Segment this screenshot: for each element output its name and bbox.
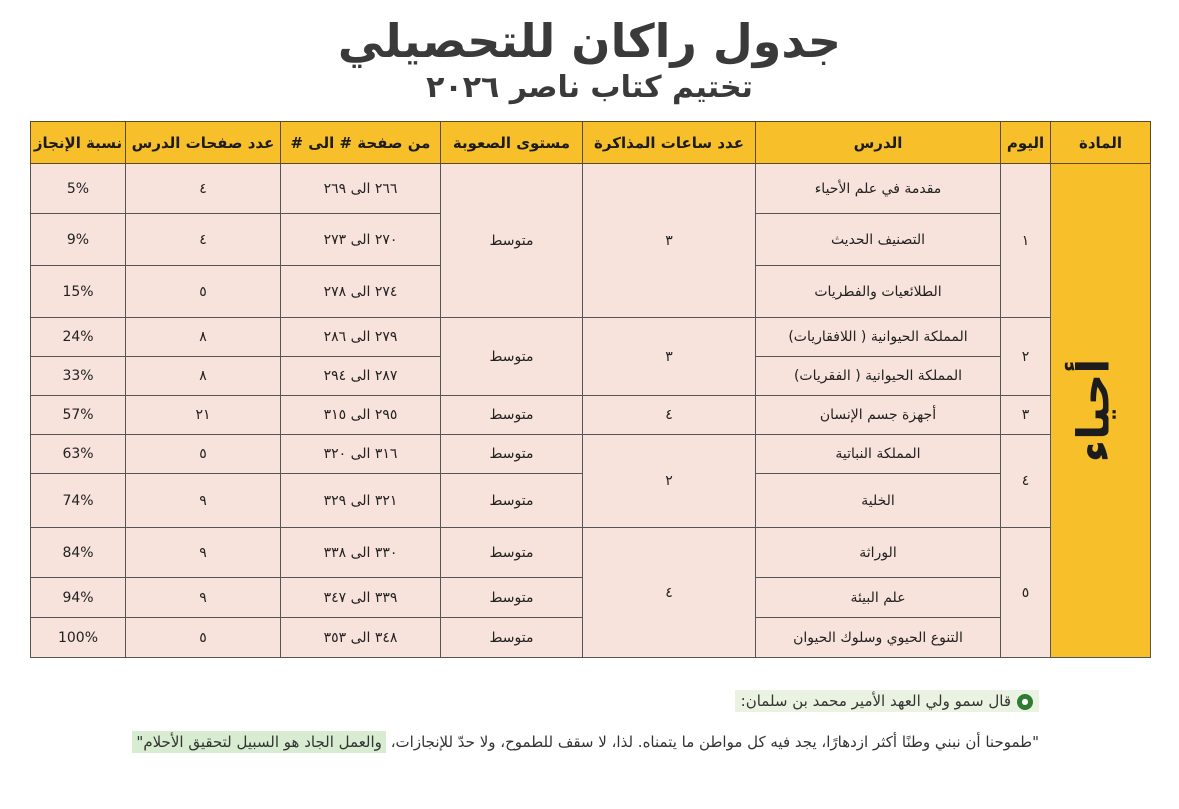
lesson-cell: علم البيئة	[756, 578, 1001, 618]
pages-cell: ٣١٦ الى ٣٢٠	[281, 435, 441, 474]
count-cell: ٥	[126, 435, 281, 474]
progress-cell: 9%	[31, 214, 126, 266]
progress-cell: 74%	[31, 474, 126, 528]
progress-cell: 63%	[31, 435, 126, 474]
hours-cell: ٤	[583, 528, 756, 658]
col-count: عدد صفحات الدرس	[126, 122, 281, 164]
day-cell: ٥	[1001, 528, 1051, 658]
count-cell: ٩	[126, 528, 281, 578]
hours-cell: ٣	[583, 318, 756, 396]
count-cell: ٨	[126, 318, 281, 357]
difficulty-cell: متوسط	[441, 435, 583, 474]
difficulty-cell: متوسط	[441, 318, 583, 396]
progress-cell: 57%	[31, 396, 126, 435]
col-subject: المادة	[1051, 122, 1151, 164]
pages-cell: ٢٨٧ الى ٢٩٤	[281, 357, 441, 396]
col-difficulty: مستوى الصعوبة	[441, 122, 583, 164]
table-row	[31, 164, 1151, 214]
lesson-cell: الطلائعيات والفطريات	[756, 266, 1001, 318]
difficulty-cell: متوسط	[441, 474, 583, 528]
lesson-cell: التصنيف الحديث	[756, 214, 1001, 266]
lesson-cell: المملكة الحيوانية ( الفقريات)	[756, 357, 1001, 396]
count-cell: ٥	[126, 618, 281, 658]
col-hours: عدد ساعات المذاكرة	[583, 122, 756, 164]
day-cell: ٤	[1001, 435, 1051, 528]
day-cell: ٢	[1001, 318, 1051, 396]
pages-cell: ٣٣٠ الى ٣٣٨	[281, 528, 441, 578]
progress-cell: 33%	[31, 357, 126, 396]
subject-cell	[1051, 164, 1151, 658]
hours-cell: ٢	[583, 435, 756, 528]
table-row	[31, 435, 1151, 474]
pages-cell: ٢٩٥ الى ٣١٥	[281, 396, 441, 435]
progress-cell: 100%	[31, 618, 126, 658]
count-cell: ٩	[126, 578, 281, 618]
study-table	[30, 121, 1151, 658]
lesson-cell: الخلية	[756, 474, 1001, 528]
lesson-cell: المملكة النباتية	[756, 435, 1001, 474]
count-cell: ٤	[126, 164, 281, 214]
pages-cell: ٣٣٩ الى ٣٤٧	[281, 578, 441, 618]
count-cell: ٤	[126, 214, 281, 266]
lesson-cell: أجهزة جسم الإنسان	[756, 396, 1001, 435]
quote-text	[132, 733, 1039, 751]
progress-cell: 94%	[31, 578, 126, 618]
lesson-cell: الوراثة	[756, 528, 1001, 578]
pages-cell: ٣٤٨ الى ٣٥٣	[281, 618, 441, 658]
lesson-cell: المملكة الحيوانية ( اللافقاريات)	[756, 318, 1001, 357]
count-cell: ٩	[126, 474, 281, 528]
lesson-cell: مقدمة في علم الأحياء	[756, 164, 1001, 214]
subject-name: أحياء	[1068, 358, 1120, 463]
col-progress: نسبة الإنجاز	[31, 122, 126, 164]
page-title: جدول راكان للتحصيلي	[337, 14, 842, 68]
hours-cell: ٣	[583, 164, 756, 318]
pages-cell: ٢٧٤ الى ٢٧٨	[281, 266, 441, 318]
pages-cell: ٢٧٩ الى ٢٨٦	[281, 318, 441, 357]
attribution-text: قال سمو ولي العهد الأمير محمد بن سلمان:	[740, 692, 1011, 710]
lesson-cell: التنوع الحيوي وسلوك الحيوان	[756, 618, 1001, 658]
quote-start: "طموحنا أن نبني وطنًا أكثر ازدهارًا، يجد فيه كل مواطن ما يتمناه. لذا، لا سقف للطموح، ولا حدّ للإنجازات،	[385, 733, 1039, 751]
table-row	[31, 396, 1151, 435]
table-row	[31, 528, 1151, 578]
difficulty-cell: متوسط	[441, 164, 583, 318]
quote-attribution	[735, 690, 1039, 712]
difficulty-cell: متوسط	[441, 528, 583, 578]
progress-cell: 15%	[31, 266, 126, 318]
col-pages: من صفحة # الى #	[281, 122, 441, 164]
vision-logo-icon: ●	[1017, 694, 1033, 710]
count-cell: ٥	[126, 266, 281, 318]
progress-cell: 24%	[31, 318, 126, 357]
difficulty-cell: متوسط	[441, 618, 583, 658]
day-cell: ٣	[1001, 396, 1051, 435]
col-lesson: الدرس	[756, 122, 1001, 164]
pages-cell: ٢٦٦ الى ٢٦٩	[281, 164, 441, 214]
progress-cell: 5%	[31, 164, 126, 214]
table-row	[31, 318, 1151, 357]
difficulty-cell: متوسط	[441, 396, 583, 435]
page-subtitle: تختيم كتاب ناصر ٢٠٢٦	[426, 70, 753, 105]
day-cell: ١	[1001, 164, 1051, 318]
difficulty-cell: متوسط	[441, 578, 583, 618]
col-day: اليوم	[1001, 122, 1051, 164]
pages-cell: ٣٢١ الى ٣٢٩	[281, 474, 441, 528]
count-cell: ٨	[126, 357, 281, 396]
progress-cell: 84%	[31, 528, 126, 578]
hours-cell: ٤	[583, 396, 756, 435]
count-cell: ٢١	[126, 396, 281, 435]
header-row	[31, 122, 1151, 164]
quote-highlight: والعمل الجاد هو السبيل لتحقيق الأحلام"	[132, 731, 386, 753]
pages-cell: ٢٧٠ الى ٢٧٣	[281, 214, 441, 266]
